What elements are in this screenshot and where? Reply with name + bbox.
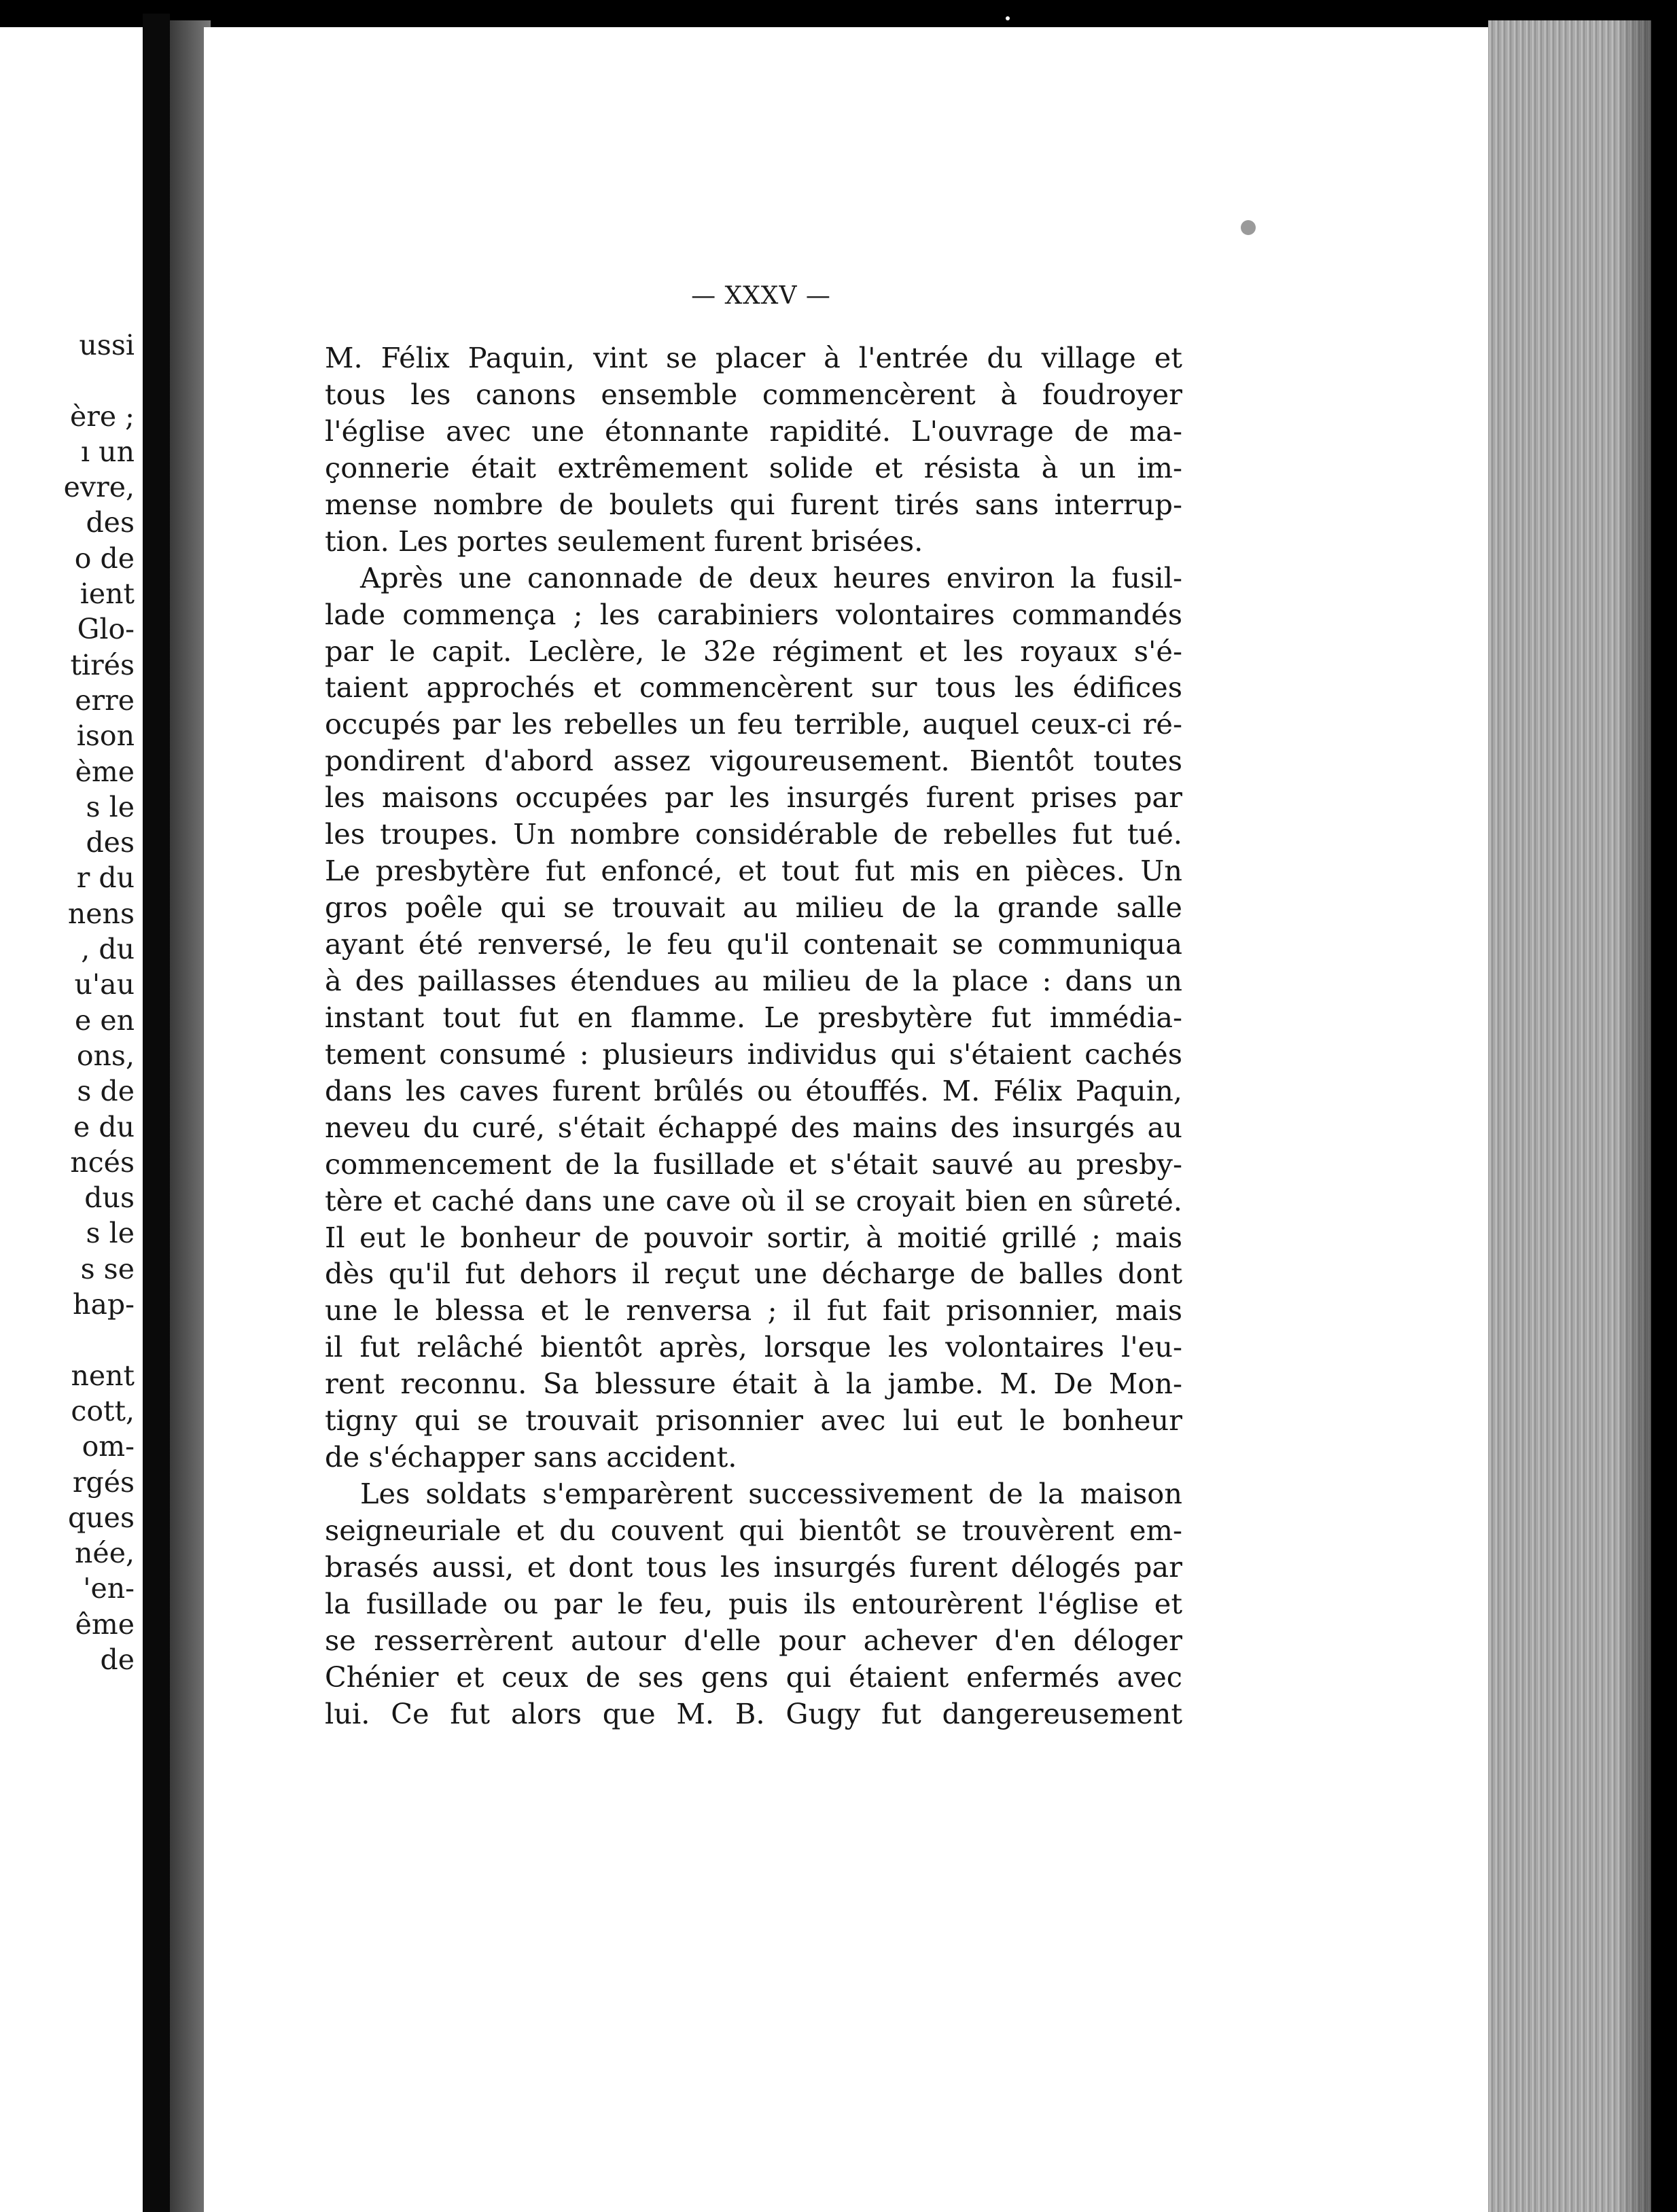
facing-page-line: om- xyxy=(82,1430,135,1463)
facing-page-line: evre, xyxy=(63,471,135,504)
facing-page-line: ncés xyxy=(70,1145,135,1179)
body-text xyxy=(325,340,1182,1732)
facing-page-line: nent xyxy=(71,1359,135,1392)
text-line: neveu du curé, s'était échappé des mains des insurgés au xyxy=(325,1110,1182,1144)
text-line: instant tout fut en flamme. Le presbytère fut immédia- xyxy=(325,1000,1182,1034)
facing-page-line: rgés xyxy=(72,1465,135,1499)
text-line: rent reconnu. Sa blessure était à la jambe. M. De Mon- xyxy=(325,1367,1182,1401)
text-line: tement consumé : plusieurs individus qui s'étaient cachés xyxy=(325,1037,1182,1071)
text-line: gros poêle qui se trouvait au milieu de la grande salle xyxy=(325,891,1182,925)
facing-page-line: des xyxy=(86,506,135,539)
facing-page-line: Glo- xyxy=(77,613,135,646)
text-line: se resserrèrent autour d'elle pour achever d'en déloger xyxy=(325,1623,1182,1657)
facing-page-line: née, xyxy=(75,1537,135,1570)
text-line: dans les caves furent brûlés ou étouffés. M. Félix Paquin, xyxy=(325,1073,1182,1107)
facing-page-line: erre xyxy=(75,683,135,717)
text-line: Le presbytère fut enfoncé, et tout fut mis en pièces. Un xyxy=(325,854,1182,888)
binding-gutter xyxy=(143,14,170,2212)
text-line: par le capit. Leclère, le 32e régiment et les royaux s'é- xyxy=(325,634,1182,668)
text-line: la fusillade ou par le feu, puis ils entourèrent l'église et xyxy=(325,1586,1182,1620)
text-line: mense nombre de boulets qui furent tirés sans interrup- xyxy=(325,487,1182,521)
text-line: ayant été renversé, le feu qu'il contenait se communiqua xyxy=(325,927,1182,961)
text-line: Après une canonnade de deux heures environ la fusil- xyxy=(360,560,1182,594)
text-line: Il eut le bonheur de pouvoir sortir, à moitié grillé ; mais xyxy=(325,1220,1182,1254)
paper-speck xyxy=(1006,16,1010,20)
facing-page-line: ème xyxy=(75,755,135,788)
facing-page-line: ques xyxy=(68,1501,135,1534)
page-edges-shadow xyxy=(1617,20,1658,2212)
text-line: pondirent d'abord assez vigoureusement. Bientôt toutes xyxy=(325,744,1182,778)
facing-page-line: o de xyxy=(74,541,135,575)
facing-page-line: s se xyxy=(80,1252,135,1285)
facing-page-line: de xyxy=(100,1643,135,1676)
facing-page-line: cott, xyxy=(71,1394,135,1427)
text-line: seigneuriale et du couvent qui bientôt se trouvèrent em- xyxy=(325,1514,1182,1547)
text-line: les maisons occupées par les insurgés furent prises par xyxy=(325,781,1182,815)
facing-page-left xyxy=(0,27,143,2212)
facing-page-line: des xyxy=(86,826,135,859)
text-line: brasés aussi, et dont tous les insurgés furent délogés par xyxy=(325,1550,1182,1584)
text-line: une le blessa et le renversa ; il fut fait prisonnier, mais xyxy=(325,1294,1182,1327)
text-line: Chénier et ceux de ses gens qui étaient enfermés avec xyxy=(325,1660,1182,1694)
facing-page-line xyxy=(64,1322,135,1357)
text-line: occupés par les rebelles un feu terrible, auquel ceux-ci ré- xyxy=(325,707,1182,741)
facing-page-line: ison xyxy=(76,719,135,753)
facing-page-line: 'en- xyxy=(83,1572,135,1605)
facing-page-line: ussi xyxy=(79,329,135,361)
text-line: l'église avec une étonnante rapidité. L'ouvrage de ma- xyxy=(325,414,1182,448)
facing-page-line: r du xyxy=(76,861,135,895)
text-line: tion. Les portes seulement furent brisées. xyxy=(325,524,923,558)
facing-page-line: ient xyxy=(80,577,135,611)
text-line: lui. Ce fut alors que M. B. Gugy fut dangereusement xyxy=(325,1696,1182,1730)
facing-page-line: tirés xyxy=(70,648,135,681)
text-line: les troupes. Un nombre considérable de rebelles fut tué. xyxy=(325,817,1182,851)
text-line: M. Félix Paquin, vint se placer à l'entrée du village et xyxy=(325,341,1182,374)
facing-page-line: ême xyxy=(75,1607,135,1641)
text-line: commencement de la fusillade et s'était sauvé au presby- xyxy=(325,1147,1182,1181)
text-line: tigny qui se trouvait prisonnier avec lui eut le bonheur xyxy=(325,1404,1182,1438)
facing-page-text xyxy=(64,327,135,1677)
paper-speck xyxy=(1241,220,1256,235)
facing-page-line: s de xyxy=(77,1075,135,1108)
text-line: çonnerie était extrêmement solide et résista à un im- xyxy=(325,450,1182,484)
text-line: Les soldats s'emparèrent successivement de la maison xyxy=(360,1477,1182,1511)
facing-page-line: , du xyxy=(81,933,135,966)
text-line: lade commença ; les carabiniers volontaires commandés xyxy=(325,597,1182,631)
text-line: tère et caché dans une cave où il se croyait bien en sûreté. xyxy=(325,1183,1182,1217)
facing-page-line: hap- xyxy=(73,1288,135,1321)
facing-page-line: e du xyxy=(73,1110,135,1143)
text-line: à des paillasses étendues au milieu de la place : dans un xyxy=(325,963,1182,997)
facing-page-line: s le xyxy=(86,1217,135,1250)
text-line: taient approchés et commencèrent sur tous les édifices xyxy=(325,671,1182,704)
facing-page-line: dus xyxy=(84,1181,135,1215)
facing-page-line: s le xyxy=(86,790,135,823)
facing-page-line: ons, xyxy=(76,1039,135,1072)
text-line: tous les canons ensemble commencèrent à foudroyer xyxy=(325,377,1182,411)
facing-page-line: nens xyxy=(67,897,135,930)
facing-page-line xyxy=(64,363,135,398)
facing-page-line: u'au xyxy=(74,968,135,1001)
text-line: il fut relâché bientôt après, lorsque les volontaires l'eu- xyxy=(325,1330,1182,1364)
facing-page-line: ı un xyxy=(81,435,135,468)
text-line: de s'échapper sans accident. xyxy=(325,1440,737,1474)
text-line: dès qu'il fut dehors il reçut une décharge de balles dont xyxy=(325,1257,1182,1291)
running-head-page-number: — XXXV — xyxy=(691,282,831,310)
facing-page-line: e en xyxy=(75,1003,135,1037)
facing-page-line: ère ; xyxy=(70,399,135,433)
